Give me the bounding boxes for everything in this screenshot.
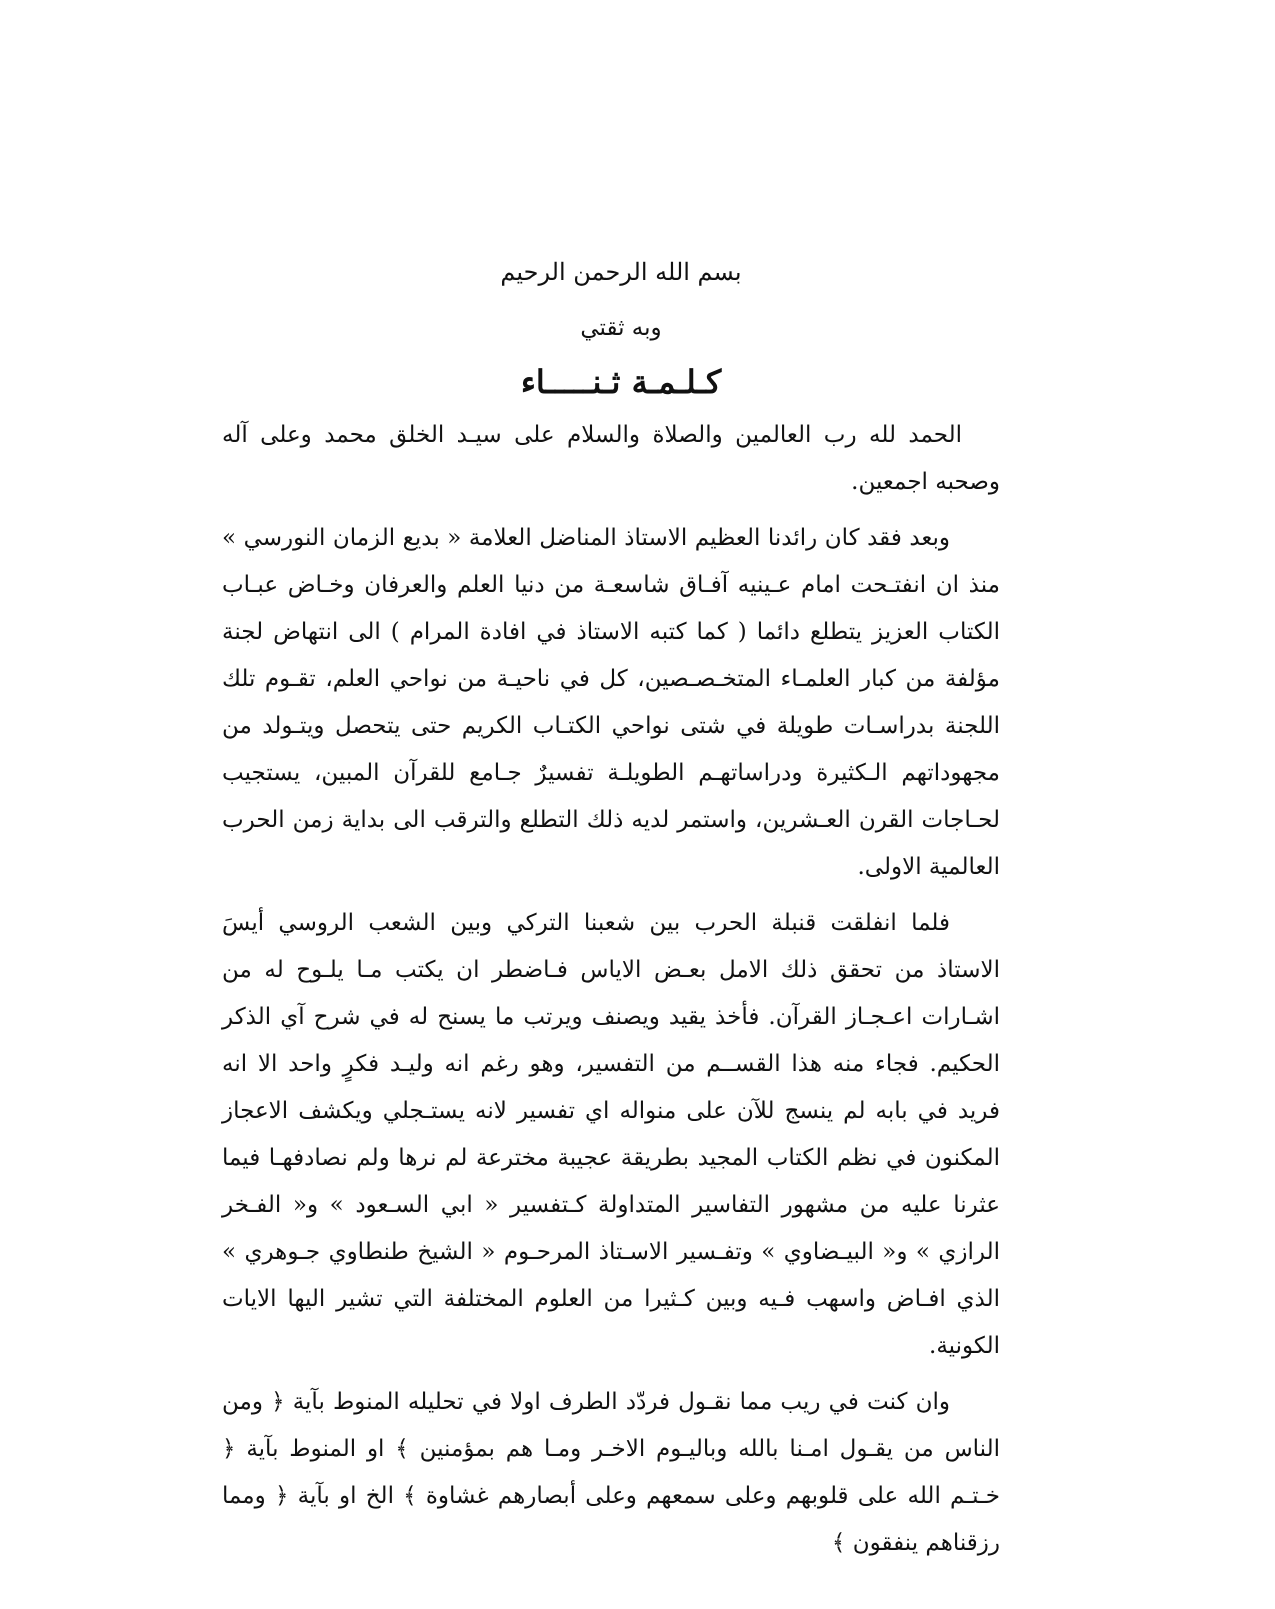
- basmala: بسم الله الرحمن الرحيم: [500, 258, 742, 286]
- page-text-block: [222, 250, 1000, 1567]
- paragraph-war-and-tafsir: فلما انفلقت قنبلة الحرب بين شعبنا التركي وبين الشعب الروسي أيسَ الاستاذ من تحقق ذلك الامل بعـض الاياس فـاضطر ان يكتب مـا يلـوح له من اشـارات اعـجـاز القرآن. فأخذ يقيد ويصنف ويرتب ما يسنح له في شرح آي الذكر الحكيم. فجاء منه هذا القســم من التفسير، وهو رغم انه وليـد فكرٍ واحد الا انه فريد في بابه لم ينسج للآن على منواله اي تفسير لانه يستـجلي ويكشف الاعجاز المكنون في نظم الكتاب المجيد بطريقة عجيبة مخترعة لم نرها ولم نصادفهـا فيما عثرنا عليه من مشهور التفاسير المتداولة كـتفسير « ابي السـعود » و« الفـخر الرازي » و« البيـضاوي » وتفـسير الاسـتاذ المرحـوم « الشيخ طنطاوي جـوهري » الذي افـاض واسهب فـيه وبين كـثيرا من العلوم المختلفة التي تشير اليها الايات الكونية.: [222, 910, 1000, 1359]
- paragraph-introduction: وبعد فقد كان رائدنا العظيم الاستاذ المناضل العلامة « بديع الزمان النورسي » منذ ان انفتـحت امام عـينيه آفـاق شاسعـة من دنيا العلم والعرفان وخـاض عبـاب الكتاب العزيز يتطلع دائما ( كما كتبه الاستاذ في افادة المرام ) الى انتهاض لجنة مؤلفة من كبار العلمـاء المتخـصـصين، كل في ناحيـة من نواحي العلم، تقـوم تلك اللجنة بدراسـات طويلة في شتى نواحي الكتـاب الكريم حتى يتحصل ويتـولد من مجهوداتهم الـكثيرة ودراساتهـم الطويلـة تفسيرٌ جـامع للقرآن المبين، يستجيب لحـاجات القرن العـشرين، واستمر لديه ذلك التطلع والترقب الى بداية زمن الحرب العالمية الاولى.: [222, 525, 1000, 880]
- page-title: كـلـمـة ثـنـــــاء: [520, 363, 722, 401]
- paragraph-praise: الحمد لله رب العالمين والصلاة والسلام على سيـد الخلق محمد وعلى آله وصحبه اجمعين.: [222, 422, 1000, 495]
- paragraph-examples: وان كنت في ريب مما نقـول فردّد الطرف اولا في تحليله المنوط بآية ﴿ ومن الناس من يقـول امـنا بالله وباليـوم الاخـر ومـا هم بمؤمنين ﴾ او المنوط بآية ﴿ خـتـم الله على قلوبهم وعلى سمعهم وعلى أبصارهم غشاوة ﴾ الخ او بآية ﴿ ومما رزقناهم ينفقون ﴾: [222, 1389, 1000, 1556]
- wa-bihi-line: وبه ثقتي: [580, 315, 662, 341]
